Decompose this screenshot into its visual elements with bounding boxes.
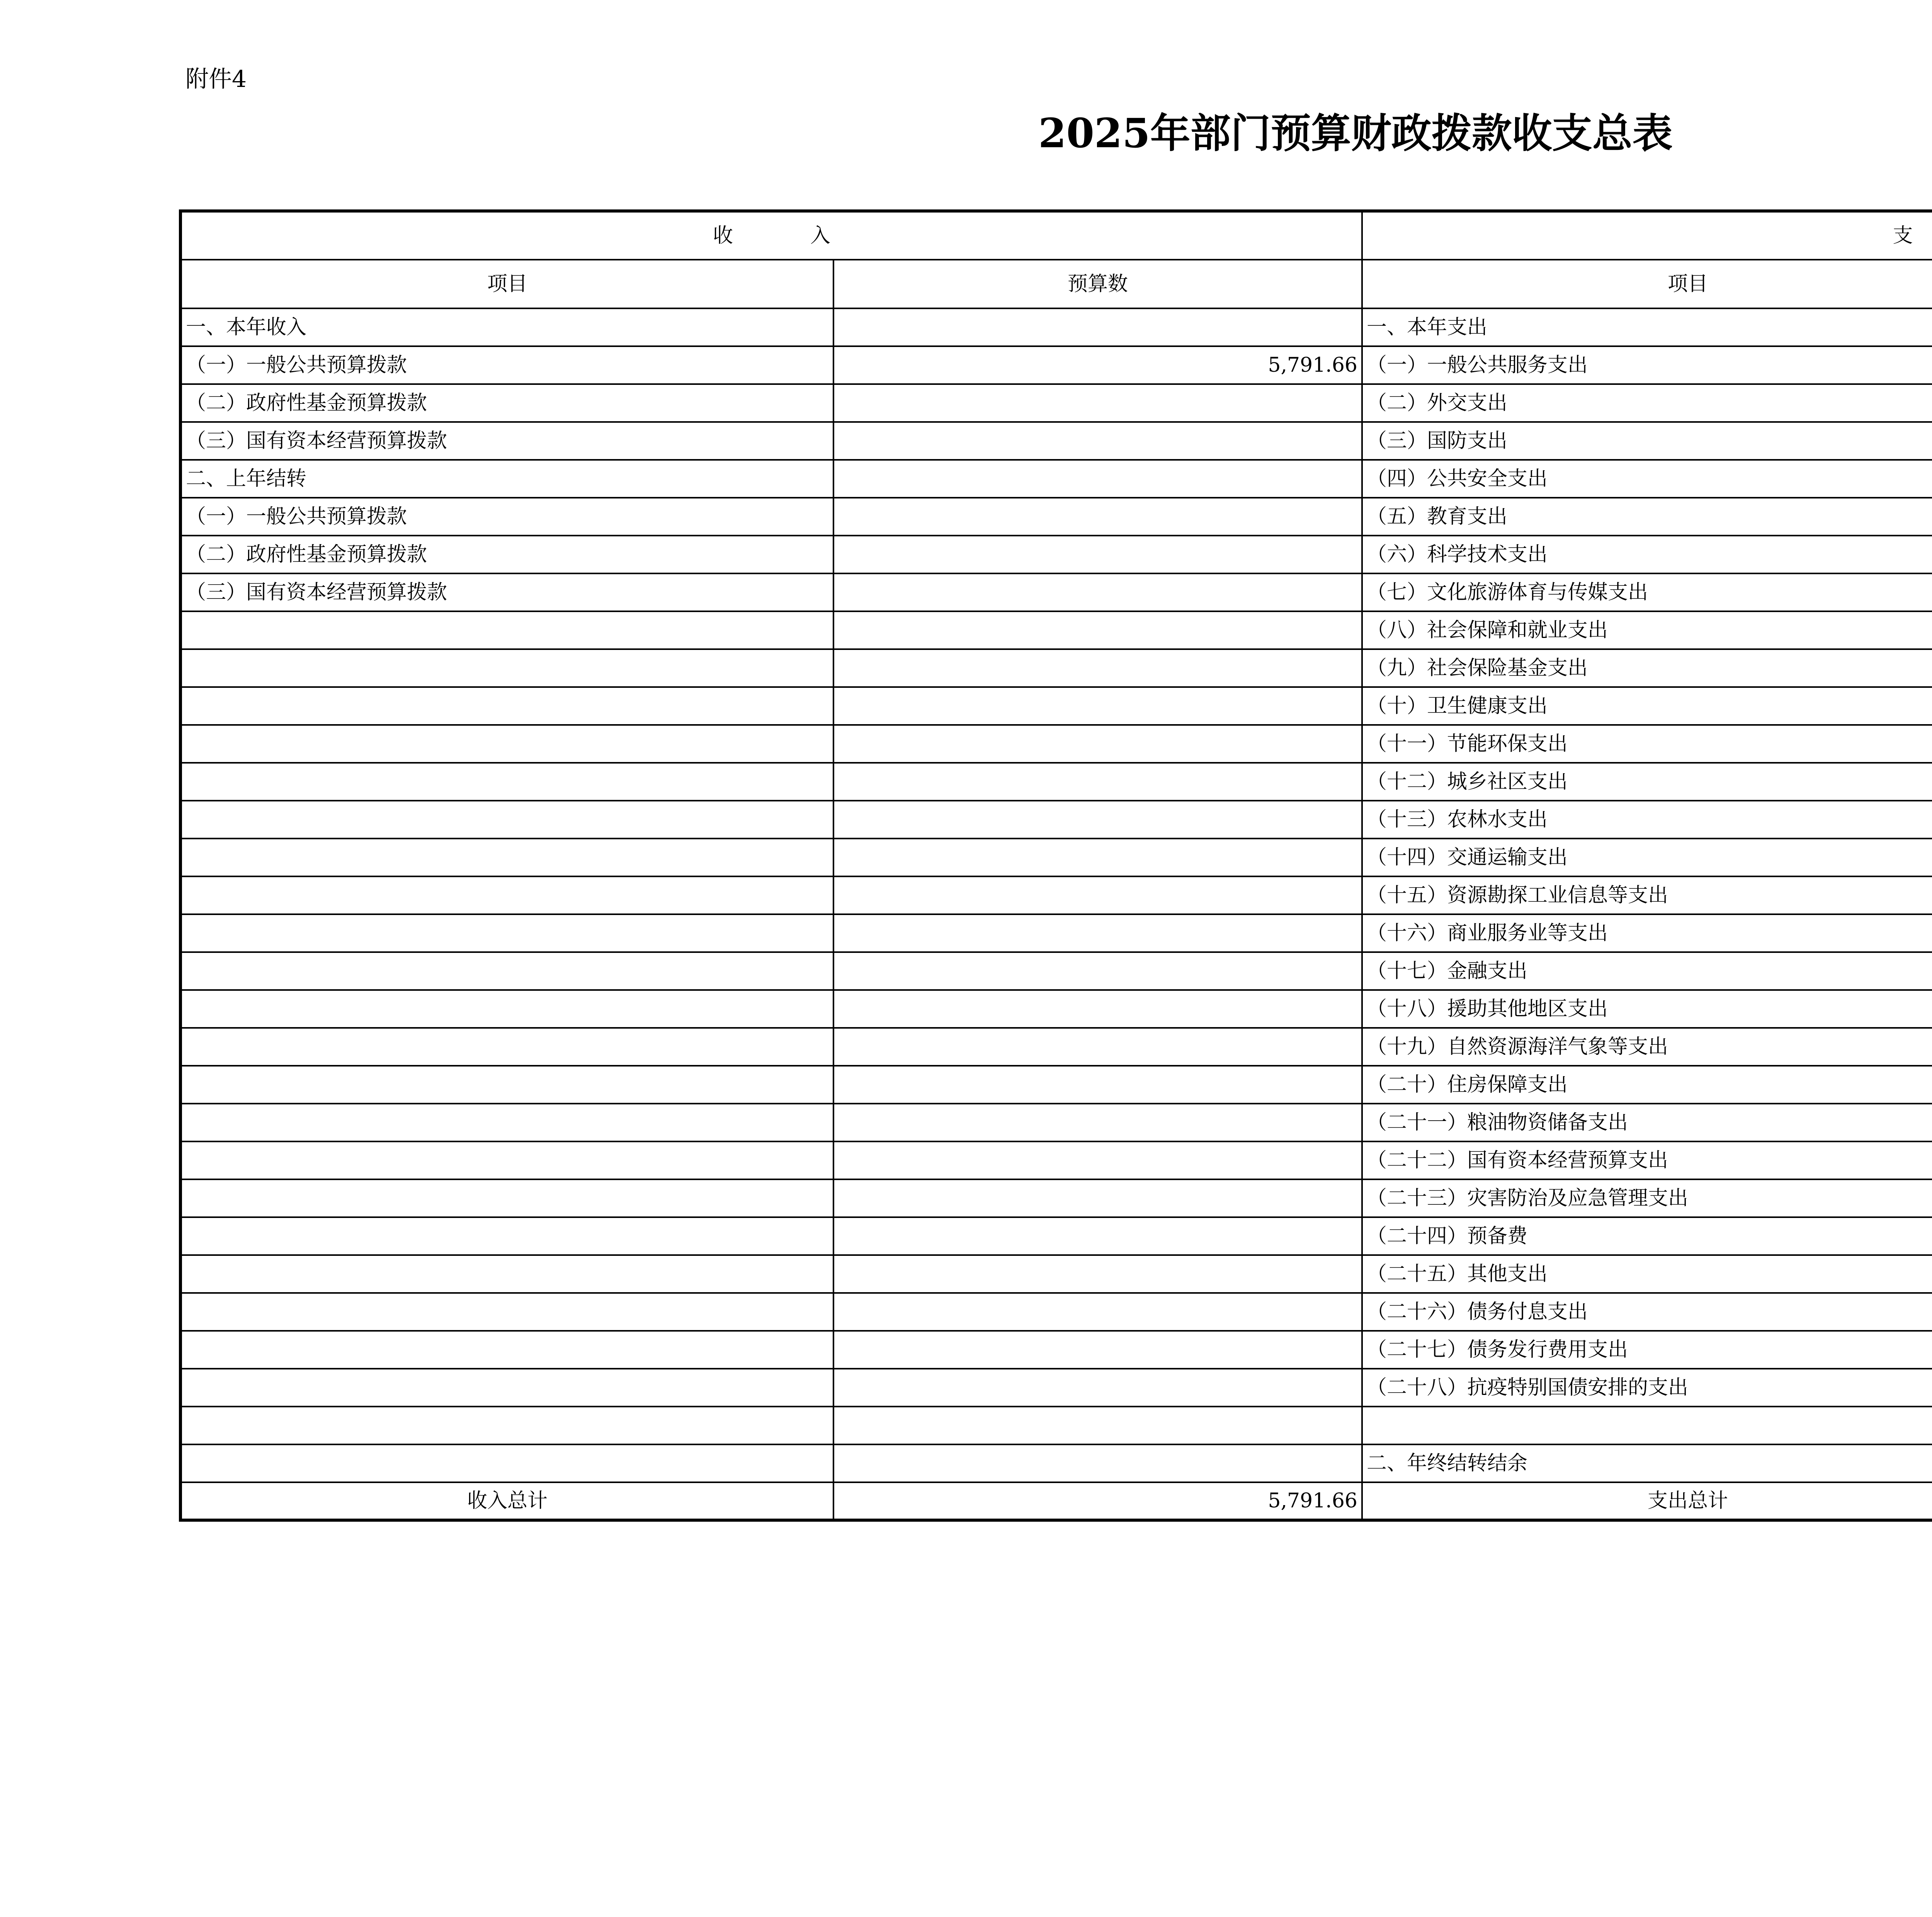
income-item-cell <box>180 1407 833 1444</box>
income-amount-cell <box>833 1407 1362 1444</box>
expense-item-cell: 二、年终结转结余 <box>1362 1444 1932 1482</box>
income-item-cell <box>180 1104 833 1141</box>
table-row <box>180 422 1932 460</box>
income-amount-cell <box>833 308 1362 346</box>
income-item-cell: （三）国有资本经营预算拨款 <box>180 573 833 611</box>
income-item-cell <box>180 952 833 990</box>
income-item-cell: （二）政府性基金预算拨款 <box>180 536 833 573</box>
income-item-cell <box>180 839 833 876</box>
income-item-cell <box>180 1066 833 1104</box>
expense-item-cell: （二十）住房保障支出 <box>1362 1066 1932 1104</box>
income-amount-cell <box>833 536 1362 573</box>
table-row <box>180 649 1932 687</box>
income-amount-cell <box>833 1104 1362 1141</box>
expense-item-cell: （十）卫生健康支出 <box>1362 687 1932 725</box>
expense-item-cell: （十六）商业服务业等支出 <box>1362 914 1932 952</box>
totals-row <box>180 1482 1932 1520</box>
income-amount-cell <box>833 914 1362 952</box>
expense-item-cell: （二十七）债务发行费用支出 <box>1362 1331 1932 1369</box>
table-row <box>180 952 1932 990</box>
expense-item-cell: （二十八）抗疫特别国债安排的支出 <box>1362 1369 1932 1407</box>
table-row <box>180 1293 1932 1331</box>
income-amount-cell <box>833 422 1362 460</box>
table-row <box>180 1104 1932 1141</box>
income-amount-cell <box>833 725 1362 763</box>
expense-item-cell: （二十二）国有资本经营预算支出 <box>1362 1141 1932 1179</box>
income-item-cell <box>180 725 833 763</box>
table-row <box>180 611 1932 649</box>
table-row <box>180 1407 1932 1444</box>
expense-item-cell: （二十四）预备费 <box>1362 1217 1932 1255</box>
table-row <box>180 1369 1932 1407</box>
expense-item-cell: （八）社会保障和就业支出 <box>1362 611 1932 649</box>
income-amount-cell <box>833 687 1362 725</box>
income-item-cell <box>180 763 833 801</box>
table-row <box>180 1444 1932 1482</box>
income-amount-cell <box>833 763 1362 801</box>
expense-item-cell: （二十三）灾害防治及应急管理支出 <box>1362 1179 1932 1217</box>
page-title: 2025年部门预算财政拨款收支总表 <box>1038 109 1673 157</box>
income-item-column-header: 项目 <box>180 260 833 308</box>
income-amount-cell <box>833 990 1362 1028</box>
expense-item-cell: （一）一般公共服务支出 <box>1362 346 1932 384</box>
income-amount-cell <box>833 460 1362 498</box>
income-amount-cell <box>833 1444 1362 1482</box>
expense-item-cell: （十三）农林水支出 <box>1362 801 1932 839</box>
table-row <box>180 1217 1932 1255</box>
income-section-header <box>180 211 1362 260</box>
table-row <box>180 536 1932 573</box>
income-item-cell: 一、本年收入 <box>180 308 833 346</box>
income-item-cell: （三）国有资本经营预算拨款 <box>180 422 833 460</box>
income-amount-cell <box>833 649 1362 687</box>
section-header-row <box>180 211 1932 260</box>
income-item-cell <box>180 1293 833 1331</box>
income-item-cell <box>180 1255 833 1293</box>
expense-header-left: 支 <box>1893 224 1913 247</box>
income-amount-cell <box>833 611 1362 649</box>
table-row <box>180 498 1932 536</box>
expense-item-cell: （四）公共安全支出 <box>1362 460 1932 498</box>
income-item-cell: （一）一般公共预算拨款 <box>180 346 833 384</box>
expense-item-cell: （二）外交支出 <box>1362 384 1932 422</box>
expense-item-cell: （七）文化旅游体育与传媒支出 <box>1362 573 1932 611</box>
income-amount-cell <box>833 839 1362 876</box>
table-row <box>180 839 1932 876</box>
expense-item-cell: （十九）自然资源海洋气象等支出 <box>1362 1028 1932 1066</box>
income-amount-cell <box>833 1028 1362 1066</box>
income-amount-cell <box>833 384 1362 422</box>
income-item-cell: （二）政府性基金预算拨款 <box>180 384 833 422</box>
income-amount-cell <box>833 801 1362 839</box>
table-row <box>180 460 1932 498</box>
income-header-right: 入 <box>810 224 831 247</box>
income-amount-cell <box>833 952 1362 990</box>
expense-item-column-header: 项目 <box>1362 260 1932 308</box>
income-item-cell <box>180 990 833 1028</box>
income-amount-cell <box>833 1255 1362 1293</box>
table-row <box>180 725 1932 763</box>
income-item-cell <box>180 876 833 914</box>
income-item-cell <box>180 687 833 725</box>
table-row <box>180 1179 1932 1217</box>
table-row <box>180 763 1932 801</box>
table-row <box>180 573 1932 611</box>
table-row <box>180 990 1932 1028</box>
expense-item-cell: （五）教育支出 <box>1362 498 1932 536</box>
expense-item-cell: （十四）交通运输支出 <box>1362 839 1932 876</box>
income-item-cell <box>180 1217 833 1255</box>
expense-item-cell: （十五）资源勘探工业信息等支出 <box>1362 876 1932 914</box>
expense-item-cell: 一、本年支出 <box>1362 308 1932 346</box>
income-header-left: 收 <box>713 224 733 247</box>
expense-item-cell: （十八）援助其他地区支出 <box>1362 990 1932 1028</box>
income-amount-cell <box>833 1293 1362 1331</box>
income-item-cell <box>180 1028 833 1066</box>
income-amount-cell <box>833 1331 1362 1369</box>
table-row <box>180 876 1932 914</box>
income-amount-cell <box>833 876 1362 914</box>
expense-item-cell: （十二）城乡社区支出 <box>1362 763 1932 801</box>
income-amount-column-header: 预算数 <box>833 260 1362 308</box>
table-row <box>180 1141 1932 1179</box>
income-item-cell <box>180 649 833 687</box>
income-total-label: 收入总计 <box>180 1482 833 1520</box>
income-item-cell <box>180 1369 833 1407</box>
income-item-cell <box>180 1179 833 1217</box>
table-row <box>180 1255 1932 1293</box>
attachment-label: 附件4 <box>185 66 247 93</box>
table-row <box>180 914 1932 952</box>
expense-item-cell: （二十六）债务付息支出 <box>1362 1293 1932 1331</box>
table-row <box>180 346 1932 384</box>
income-item-cell <box>180 1141 833 1179</box>
income-item-cell <box>180 1444 833 1482</box>
income-item-cell: 二、上年结转 <box>180 460 833 498</box>
column-header-row <box>180 260 1932 308</box>
income-amount-cell <box>833 1369 1362 1407</box>
income-amount-cell <box>833 1066 1362 1104</box>
expense-item-cell: （三）国防支出 <box>1362 422 1932 460</box>
expense-item-cell: （二十五）其他支出 <box>1362 1255 1932 1293</box>
expense-item-cell: （二十一）粮油物资储备支出 <box>1362 1104 1932 1141</box>
income-item-cell: （一）一般公共预算拨款 <box>180 498 833 536</box>
expense-section-header <box>1362 211 1932 260</box>
table-row <box>180 1331 1932 1369</box>
table-row <box>180 1028 1932 1066</box>
income-item-cell <box>180 611 833 649</box>
income-item-cell <box>180 1331 833 1369</box>
income-amount-cell <box>833 498 1362 536</box>
table-row <box>180 384 1932 422</box>
income-amount-cell <box>833 573 1362 611</box>
budget-table <box>179 209 1932 1522</box>
expense-item-cell: （六）科学技术支出 <box>1362 536 1932 573</box>
income-amount-cell <box>833 1179 1362 1217</box>
table-row <box>180 1066 1932 1104</box>
income-item-cell <box>180 801 833 839</box>
table-row <box>180 687 1932 725</box>
expense-item-cell <box>1362 1407 1932 1444</box>
expense-item-cell: （十七）金融支出 <box>1362 952 1932 990</box>
budget-table-body <box>180 211 1932 1520</box>
expense-item-cell: （九）社会保险基金支出 <box>1362 649 1932 687</box>
table-row <box>180 801 1932 839</box>
expense-total-label: 支出总计 <box>1362 1482 1932 1520</box>
expense-item-cell: （十一）节能环保支出 <box>1362 725 1932 763</box>
income-total-amount: 5,791.66 <box>833 1482 1362 1520</box>
income-amount-cell <box>833 1141 1362 1179</box>
table-row <box>180 308 1932 346</box>
income-amount-cell <box>833 1217 1362 1255</box>
income-item-cell <box>180 914 833 952</box>
income-amount-cell: 5,791.66 <box>833 346 1362 384</box>
